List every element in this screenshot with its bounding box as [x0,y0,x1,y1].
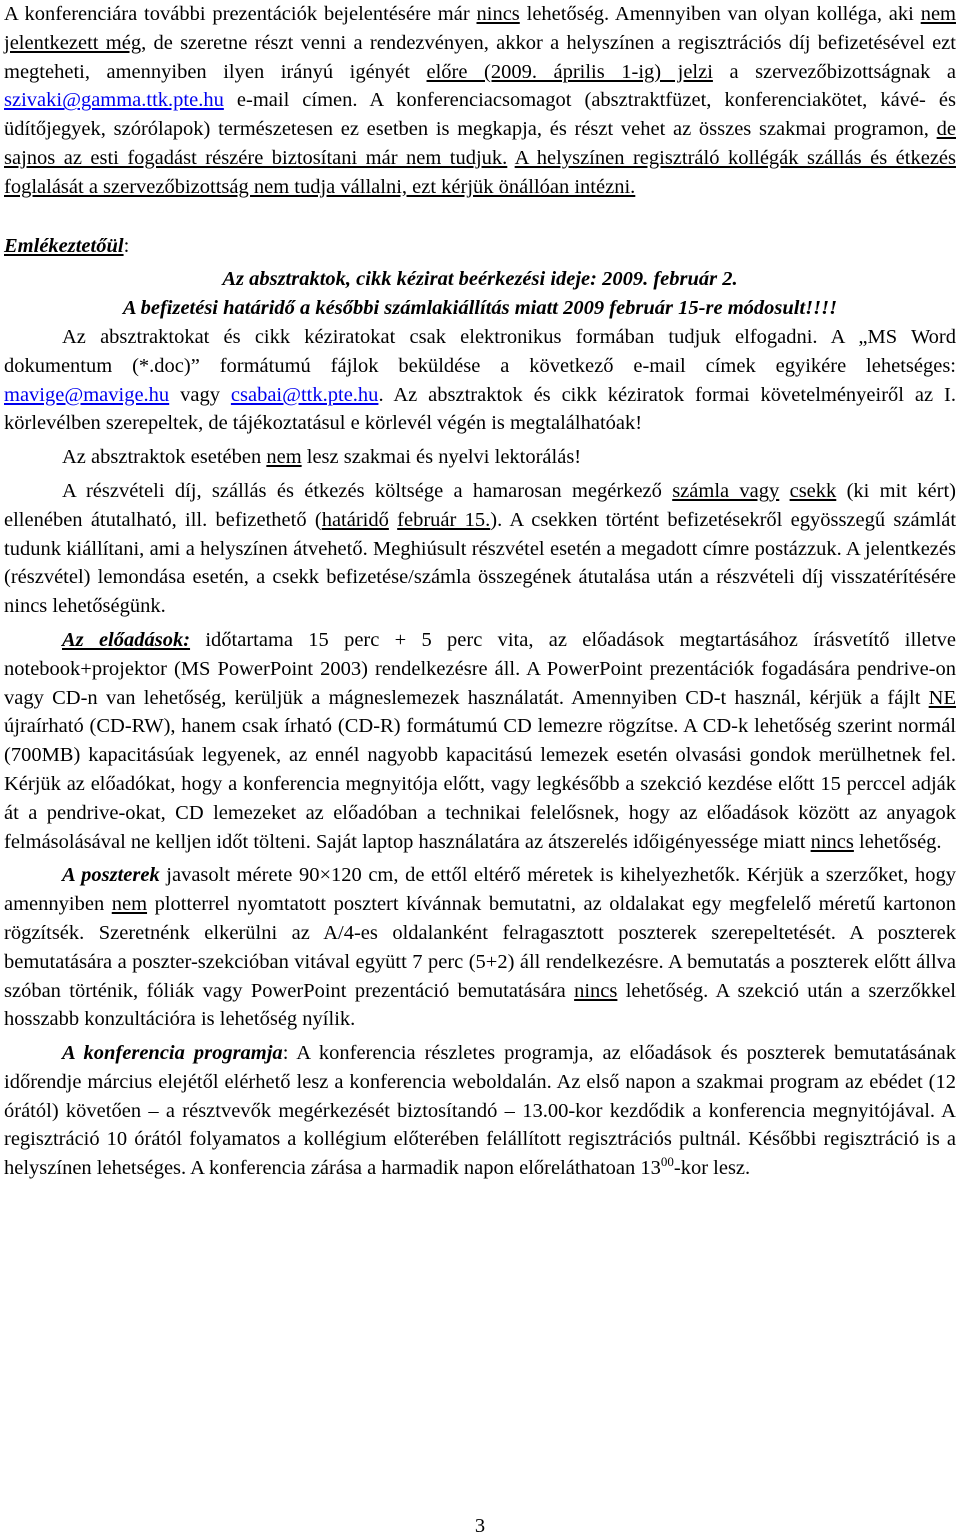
underlined-text: nem [266,446,302,469]
underlined-text: nincs [574,979,618,1002]
paragraph-fees [4,477,956,621]
text: lehetőség. [853,830,942,853]
reminder-label: Emlékeztetőül [4,234,124,257]
text: : [123,234,130,257]
reminder-deadline-abstracts: Az absztraktok, cikk kézirat beérkezési ideje: 2009. február 2. [222,268,738,291]
paragraph-abstract-submission [4,323,956,438]
section-label-presentations: Az előadások: [62,628,191,651]
page-number: 3 [474,1515,486,1537]
underlined-text: számla vagy [672,479,780,502]
text: újraírható (CD-RW), hanem csak írható (CD-R) formátumú CD lemezre rögzítse. A CD-k lehetőség szerint normál (700MB) kapacitásúak legyenek, az ennél nagyobb kapacitású lemezek esetén olvasási gondok merülhetnek fel. Kérjük az előadókat, hogy a konferencia megnyitója előtt, vagy legkésőbb a szekció kezdése előtt 15 perccel adják át a pendrive-okat, CD lemezeket az előadóban a technikai felelősnek, hogy az előadások között az anyagok felmásolásával ne kelljen időt tölteni. Saját laptop használatára az átszerelés időigényessége miatt [4,715,956,853]
text: (ki mit kért) ellenében átutalható, ill. befizethető ( [4,479,957,531]
text: plotterrel nyomtatott posztert kívánnak bemutatni, az oldalakat egy megfelelő méretű kartonon rögzítsék. Szeretnénk elkerülni az A/4-es oldalanként felragasztott poszterek szerepeltetését. A poszterek bemutatására a poszter-szekcióban vitával együtt 7 perc (5+2) áll rendelkezésre. A bemutatás a poszterek előtt állva szóban történik, fóliák vagy PowerPoint prezentáció bemutatására [4,893,956,1002]
superscript: 00 [660,1154,674,1170]
underlined-text: csekk [789,479,837,502]
section-label-program: A konferencia programja [62,1042,283,1065]
text: lesz szakmai és nyelvi lektorálás! [301,446,582,469]
text: a szervezőbizottságnak a [712,60,957,83]
underlined-text: előre (2009. április 1-ig) jelzi [426,60,713,83]
text: időtartama 15 perc + 5 perc vita, az előadások megtartásához írásvetítő illetve notebook+projektor (MS PowerPoint 2003) rendelkezésre áll. A PowerPoint prezentációk fogadására pendrive-on vagy CD-n van lehetőség, kerüljük a mágneslemezek használatát. Amennyiben CD-t használ, kérjük a fájlt [4,628,956,709]
text: A konferenciára további prezentációk bejelentésére már [4,3,477,25]
text: vagy [169,383,231,406]
paragraph-no-review [4,443,956,472]
email-link-szivaki[interactable]: szivaki@gamma.ttk.pte.hu [4,89,224,112]
section-label-posters: A poszterek [62,864,160,887]
email-link-mavige[interactable]: mavige@mavige.hu [4,383,170,406]
text: -kor lesz. [673,1157,751,1180]
paragraph-late-registration [4,0,956,202]
email-link-csabai[interactable]: csabai@ttk.pte.hu [230,383,379,406]
paragraph-program [4,1039,956,1183]
text [779,480,789,502]
text: lehetőség. A szekció után a szerzőkkel hosszabb konzultációra is lehetőség nyílik. [4,979,957,1031]
underlined-text: nincs [810,830,854,853]
text: javasolt mérete 90×120 cm, de ettől eltérő méretek is kihelyezhetők. Kérjük a szerzőket, hogy amennyiben [4,864,956,916]
text: : A konferencia részletes programja, az előadások és poszterek bemutatásának időrendje március elejétől elérhető lesz a konferencia weboldalán. Az első napon a szakmai program az ebédet (12 órától) követően – a résztvevők megérkezését biztosítandó – 13.00-kor kezdődik a konferencia megnyitójával. A regisztráció 10 órától folyamatos a kollégium előterében felállított regisztrációs pultnál. Későbbi regisztráció is a helyszínen lehetséges. A konferencia zárása a harmadik napon előreláthatoan 13 [4,1042,956,1180]
underlined-text: nincs [476,3,520,25]
text: lehetőség. Amennyiben van olyan kolléga, aki [519,3,921,25]
underlined-text: február 15. [397,508,491,531]
document-page [4,0,956,1183]
underlined-text: nem jelentkezett még [4,3,956,54]
underlined-text: de sajnos az esti fogadást részére biztosítani már nem tudjuk. [4,118,956,169]
reminder-heading [4,232,956,261]
reminder-deadline-payment: A befizetési határidő a későbbi számlakiállítás miatt 2009 február 15-re módosult!!!! [122,297,838,320]
text: A részvételi díj, szállás és étkezés költsége a hamarosan megérkező [62,479,673,502]
text: Az absztraktokat és cikk kéziratokat csak elektronikus formában tudjuk elfogadni. A „MS Word dokumentum (*.doc)” formátumú fájlok beküldése a következő e-mail címek egyikére lehetséges: [4,325,956,377]
text: Az absztraktok esetében [62,446,267,469]
text: ). A csekken történt befizetésekről egyösszegű számlát tudunk kiállítani, ami a helyszínen átvehető. Meghiúsult részvétel esetén a megadott címre postázzuk. A jelentkezés (részvétel) lemondása esetén, a csekk befizetése/számla összegének átutalása után a részvételi díj visszatérítésére nincs lehetőségünk. [4,508,957,618]
text: . Az absztraktok és cikk kéziratok formai követelményeiről az I. körlevélben szerepeltek, de tájékoztatásul e körlevél végén is megtalálhatóak! [4,383,956,435]
underlined-text: A helyszínen regisztráló kollégák szállás és étkezés foglalását a szervezőbizottság nem tudja vállalni, ezt kérjük önállóan intézni. [4,146,956,198]
text: e-mail címen. A konferenciacsomagot (absztraktfüzet, konferenciakötet, kávé- és üdítőjegyek, szórólapok) természetesen ez esetben is megkapja, és részt vehet az összes szakmai programon, [4,89,956,141]
text [507,147,514,169]
spacer [4,202,956,232]
underlined-text: határidő [321,508,389,531]
paragraph-posters [4,861,956,1034]
text [389,509,397,531]
text: , de szeretne részt venni a rendezvényen, akkor a helyszínen a regisztrációs díj befizetésével ezt megteheti, amennyiben ilyen irányú igényét [4,31,956,83]
underlined-text: NE [928,686,956,709]
paragraph-presentations [4,626,956,856]
underlined-text: nem [111,893,148,916]
